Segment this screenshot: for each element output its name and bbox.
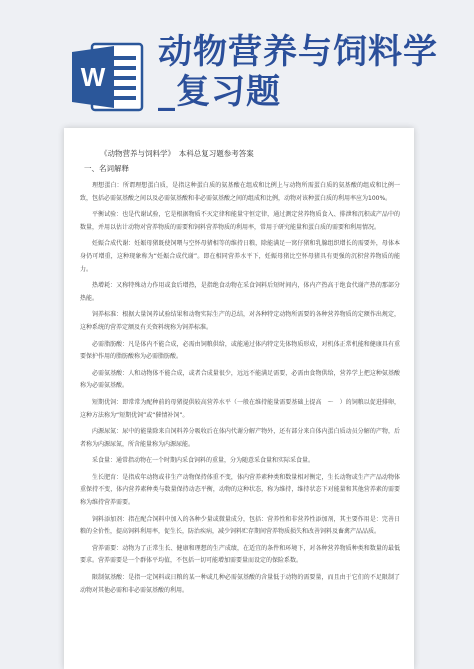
paragraph: 生长肥育：是指成年动物或非生产动物保持体重不变，体内营养素种类和数量相对衡定，生长动物或生产产品动物体重保持不变，体内营养素种类与数量保持动态平衡，动物的这种状态，称为维持，维持状态下对能量和其他营养素的需要称为维持营养需要。 — [80, 473, 400, 507]
paragraph: 平衡试验：也是代谢试验，它是根据物质不灭定律和能量守恒定律，通过测定营养物质食入、排泄和沉积或产品中的数量，并用以估计动物对营养物质的需要和饲料营养物质的利用率，常用于研究能量和蛋白质的需要和利用情况。 — [80, 211, 400, 231]
paragraph: 营养需要：动物为了正常生长、健康和理想的生产成绩，在适宜的条件和环境下，对各种营养物质种类和数量的最低要求。营养需要是一个群体平均值，不包括一切可能增加需要量而设定的保险系数。 — [80, 544, 400, 565]
document-title: 《动物营养与饲料学》 本科总复习题参考答案 — [100, 149, 254, 158]
logo-letter: W — [80, 62, 106, 92]
paragraph: 理想蛋白：所谓理想蛋白质，是指这种蛋白质的氨基酸在组成和比例上与动物所需蛋白质的氨基酸的组成和比例一致，包括必需氨基酸之间以及必需氨基酸和非必需氨基酸之间的组成和比例，动物对该种蛋白质的利用率应为100%。 — [80, 182, 400, 202]
title-line-2: _复习题 — [158, 72, 281, 112]
paragraph: 限制氨基酸：是指一定饲料或日粮的某一种或几种必需氨基酸的含量低于动物的需要量，而且由于它们的不足限制了动物对其他必需和非必需氨基酸的利用。 — [80, 574, 400, 594]
paragraph: 必需氨基酸：人和动物体不能合成，或者合成量很少，远远不能满足需要，必需由食物供给，营养学上把这种氨基酸称为必需氨基酸。 — [80, 369, 400, 390]
paragraph: 短期优饲：即常常为配种前的母猪提供较高营养水平（一般在维持能量需要基础上提高 ～ ）的饲粮以促进排卵，这种方法称为“短期优饲”或“催情补饲”。 — [80, 398, 400, 419]
paragraph: 热增耗：又称特殊动力作用或食后增热，是指绝食动物在采食饲料后短时间内，体内产热高于绝食代谢产热的那部分热能。 — [80, 282, 400, 302]
section-heading: 一、名词解释 — [84, 164, 129, 173]
title-line-1: 动物营养与饲料学 — [158, 32, 438, 72]
document-page — [64, 128, 414, 669]
paragraph: 饲料添加剂：指在配合饲料中加入的各种少量或微量成分，包括：营养性和非营养性添加剂，其主要作用是：完善日粮的全价性，提高饲料利用率，促生长，防治疾病，减少饲料贮存期间营养物质损失和改善饲料及畜禽产品品质。 — [80, 515, 400, 536]
paragraph: 内源尿氮：尿中的能量除来自饲料养分吸收后在体内代谢分解产物外，还有部分来自体内蛋白质动员分解的产物，后者称为内源尿氮，所含能量称为内源尿能。 — [80, 428, 400, 448]
word-document-icon — [68, 38, 146, 116]
paragraph: 妊娠合成代谢：妊娠母猪既使饲喂与空怀母猪相等的维持日粮，除能满足一窝仔猪和乳腺组织增长的需要外，母体本身仍可增重，这种现象称为“妊娠合成代谢”。即在相同营养水平下，妊娠母猪比空怀母猪具有更强的沉积营养物质的能力。 — [80, 240, 400, 273]
page-title — [158, 32, 468, 112]
header — [0, 0, 474, 120]
paragraph: 饲养标准：根据大量饲养试验结果和动物实际生产的总结，对各种特定动物所需要的各种营养物质的定额作出规定，这种系统的营养定额及有关资料统称为饲养标准。 — [80, 311, 400, 331]
paragraph: 采食量：通常指动物在一个时期内采食饲料的重量，分为随意采食量和实际采食量。 — [92, 457, 315, 465]
paragraph: 必需脂肪酸：凡是体内不能合成，必需由饲粮供给，或能通过体内特定先体物质形成，对机体正常机能和健康具有重要保护作用的脂肪酸称为必需脂肪酸。 — [80, 340, 400, 361]
